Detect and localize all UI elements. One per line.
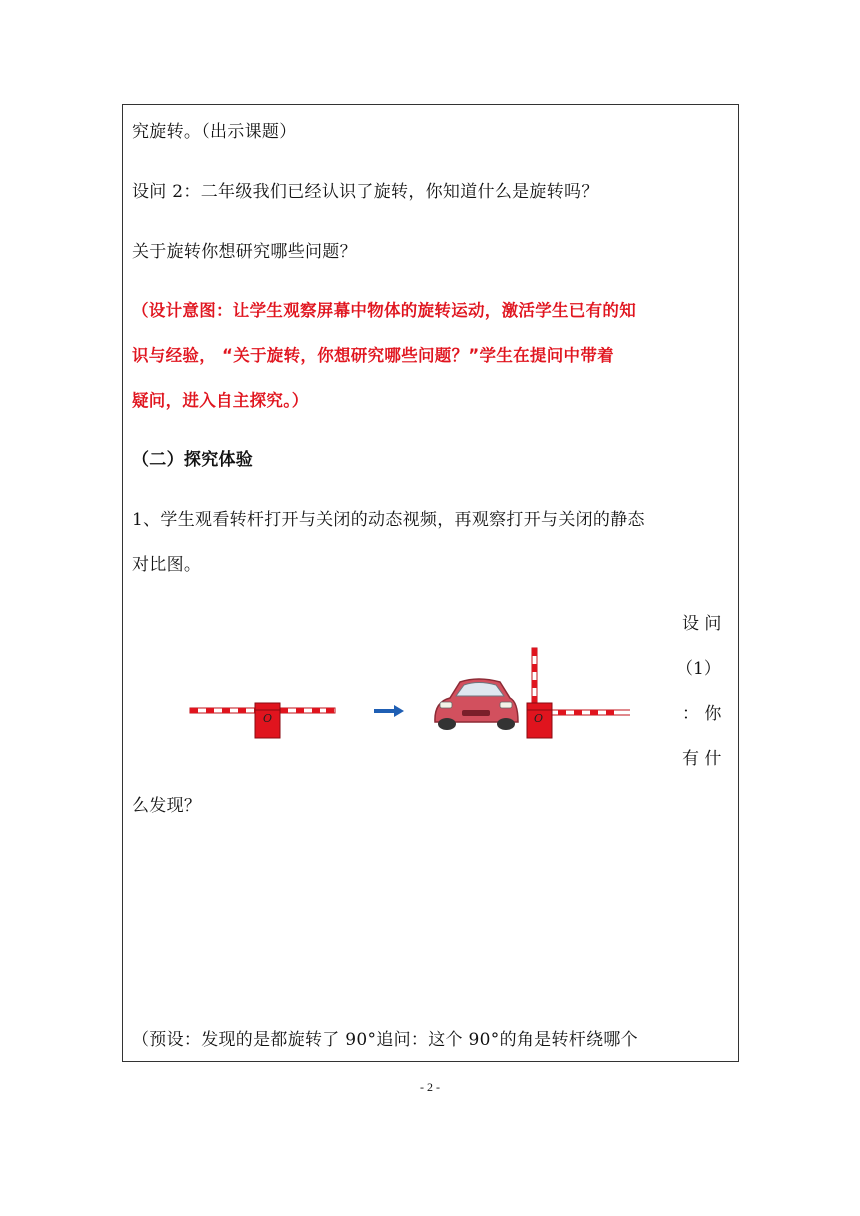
text-line: 1、学生观看转杆打开与关闭的动态视频，再观察打开与关闭的静态 [132, 510, 645, 530]
car-image [435, 679, 518, 730]
closed-barrier [190, 703, 335, 738]
text-line: 对比图。 [132, 555, 202, 575]
text-line: 么发现？ [132, 796, 202, 816]
side-question-text: （1） [676, 659, 721, 679]
pivot-label: O [534, 712, 544, 725]
barrier-rotation-illustration [160, 640, 630, 750]
text-line: 究旋转。（出示课题） [132, 122, 297, 142]
design-intent-line: 识与经验， “关于旋转，你想研究哪些问题？”学生在提问中带着 [132, 346, 614, 365]
side-question-text: ： 你 [682, 704, 722, 724]
side-question-text: 有 什 [682, 749, 722, 769]
arrow-icon [374, 705, 404, 717]
text-line: （预设：发现的是都旋转了 90°追问：这个 90°的角是转杆绕哪个 [132, 1030, 638, 1050]
design-intent-line: 疑问，进入自主探究。） [132, 391, 309, 410]
open-barrier [527, 648, 630, 738]
section-heading: （二）探究体验 [132, 450, 254, 470]
text-line: 设问 2：二年级我们已经认识了旋转，你知道什么是旋转吗？ [132, 182, 599, 202]
text-line: 关于旋转你想研究哪些问题？ [132, 242, 357, 262]
page-number: - 2 - [420, 1080, 440, 1094]
side-question-text: 设 问 [682, 614, 722, 634]
design-intent-line: （设计意图：让学生观察屏幕中物体的旋转运动，激活学生已有的知 [132, 301, 636, 320]
pivot-label: O [263, 712, 273, 725]
